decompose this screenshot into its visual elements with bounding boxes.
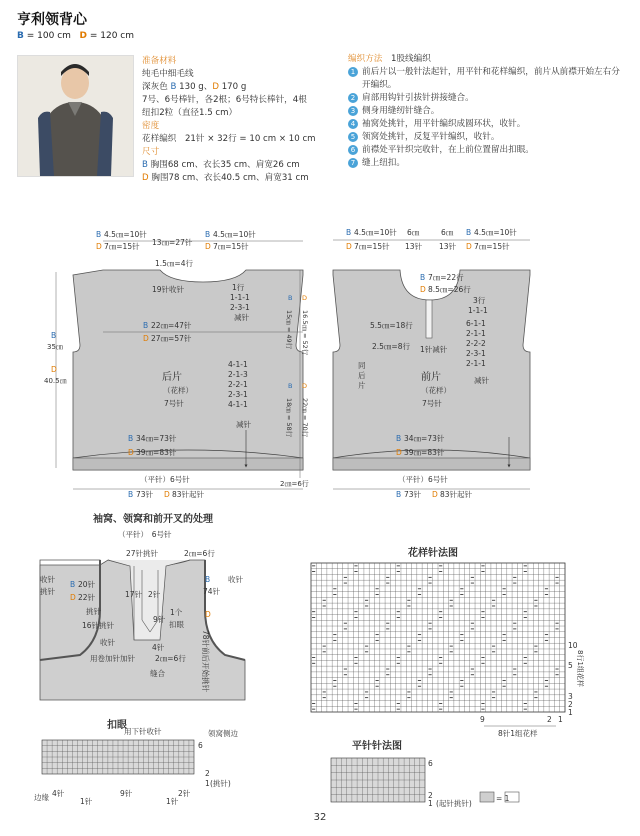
- bh-bottom-0: 边缘: [34, 793, 49, 802]
- st-start: (起针挑针): [436, 799, 472, 808]
- b-marker: B: [288, 382, 293, 390]
- b-marker: B: [128, 490, 134, 499]
- back-neck-top: 13㎝=27针: [152, 238, 193, 247]
- n9: 9针: [153, 615, 166, 624]
- step-number-icon: 4: [348, 119, 358, 129]
- color-pre: 深灰色: [142, 82, 171, 92]
- page-number: 32: [313, 812, 327, 823]
- chart-rep-st: 8针1组花样: [498, 729, 538, 738]
- step-text: 侧身用缝纫针缝合。: [362, 106, 440, 116]
- step-text: 前后片以一般针法起针，用平针和花样编织，前片从前襟开始左右分开编织。: [362, 67, 620, 90]
- back-dec-side-1: 2-1-3: [228, 370, 248, 379]
- b-marker: B: [205, 230, 211, 239]
- six-rows2: 2㎝=6行: [155, 654, 186, 663]
- step-number-icon: 5: [348, 132, 358, 142]
- step-number-icon: 7: [348, 158, 358, 168]
- b-marker: B: [396, 490, 402, 499]
- sew: 缝合: [150, 669, 165, 678]
- b-marker: B: [420, 273, 426, 282]
- front-shoulder-r-d: 7㎝=15针: [474, 242, 510, 251]
- back-dec-side-4: 4-1-1: [228, 400, 248, 409]
- back-side-d: 22㎝ = 70行: [301, 398, 309, 438]
- d-marker: D: [432, 490, 438, 499]
- n17: 17针: [125, 590, 143, 599]
- b-marker: B: [205, 575, 211, 584]
- method-heading-rest: 1股线编织: [382, 54, 431, 64]
- front-needle: 7号针: [422, 399, 442, 408]
- back-arm-b: 15㎝ = 49行: [285, 310, 293, 350]
- d-marker: D: [346, 242, 352, 251]
- back-dec-side-3: 2-3-1: [228, 390, 248, 399]
- chart-rep-rows: 8行1组花样: [576, 650, 584, 687]
- d-marker: D: [51, 365, 57, 374]
- b-marker: B: [466, 228, 472, 237]
- armhole-title: 袖窝、领窝和前开叉的处理: [93, 514, 213, 525]
- front-shoulder-r: 4.5㎝=10针: [474, 228, 517, 237]
- back-side-b: 18㎝ = 58行: [285, 398, 293, 438]
- chart-right-num: 2: [547, 715, 552, 724]
- armhole-sub: （平针） 6号针: [118, 530, 172, 539]
- buttons-text: 纽扣2粒（直径1.5 cm）: [142, 108, 238, 118]
- size-b-prefix: B: [142, 160, 148, 170]
- pattern-chart-title: 花样针法图: [408, 548, 458, 559]
- front-bot-b: 34㎝=73针: [404, 434, 445, 443]
- front-dec-neck-5: 2-3-1: [466, 349, 486, 358]
- chart-three: 3: [568, 692, 573, 701]
- n16: 16针挑针: [82, 621, 115, 630]
- size-d-prefix: D: [142, 173, 149, 183]
- d-marker: D: [302, 294, 308, 302]
- b-marker: B: [70, 580, 76, 589]
- d-marker: D: [466, 242, 472, 251]
- neck-pick: 27针挑针: [126, 549, 159, 558]
- front-neck-d: 8.5㎝=26行: [428, 285, 471, 294]
- b-marker: B: [346, 228, 352, 237]
- back-dec-top-1: 1-1-1: [230, 293, 250, 302]
- front-dec-neck-6: 2-1-1: [466, 359, 486, 368]
- front-same-1: 后: [358, 371, 366, 380]
- back-name: 后片: [162, 372, 182, 383]
- bh-bottom-3: 9针: [120, 789, 133, 798]
- back-dec-side-foot2: 减针: [236, 420, 251, 429]
- back-shoulder-r-d: 7㎝=15针: [213, 242, 249, 251]
- d-marker: D: [302, 382, 308, 390]
- back-neck-drop: 1.5㎝=4行: [155, 259, 193, 268]
- b20: 20针: [78, 580, 96, 589]
- back-dec-top-0: 1行: [232, 283, 245, 292]
- front-shoulder-l: 4.5㎝=10针: [354, 228, 397, 237]
- pick-left: 挑针: [40, 587, 55, 596]
- back-shoulder-l: 4.5㎝=10针: [104, 230, 147, 239]
- bind-left: 收针: [40, 575, 55, 584]
- b-marker: B: [51, 331, 57, 340]
- chart-ten: 10: [568, 641, 578, 650]
- bh-one: 1: [205, 779, 210, 788]
- n2: 2针: [148, 590, 161, 599]
- front-pattern: （花样）: [421, 386, 451, 395]
- d-marker: D: [143, 334, 149, 343]
- buttonhole-chart: [42, 740, 194, 774]
- front-neck-l2: 13针: [405, 242, 423, 251]
- size-b-label: B: [17, 31, 24, 41]
- chart-two: 2: [568, 700, 573, 709]
- back-piece: [73, 270, 303, 470]
- step-number-icon: 6: [348, 145, 358, 155]
- d-marker: D: [70, 593, 76, 602]
- front-dec-neck-1: 1-1-1: [468, 306, 488, 315]
- back-pattern: （花样）: [163, 386, 193, 395]
- step-number-icon: 3: [348, 106, 358, 116]
- back-dec-top-2: 2-3-1: [230, 303, 250, 312]
- method-heading: 编织方法: [348, 54, 383, 64]
- step-text: 袖窝处挑针，用平针编织成圆环状，收针。: [362, 119, 526, 129]
- btn: 1个: [170, 608, 183, 617]
- roll: 用卷加针加针: [90, 654, 135, 663]
- st-two: 2: [428, 791, 433, 800]
- front-placket2: 2.5㎝=8行: [372, 342, 410, 351]
- front-name: 前片: [421, 372, 441, 383]
- st-six: 6: [428, 759, 433, 768]
- chart-five: 5: [568, 661, 573, 670]
- back-arm-d: 16.5㎝ = 52行: [301, 310, 309, 356]
- back-bind: 19针收针: [152, 285, 185, 294]
- materials-heading: 准备材料: [142, 56, 177, 66]
- bind-center: 收针: [100, 638, 115, 647]
- stockinette-chart: [331, 758, 425, 802]
- front-neck-r2: 13针: [439, 242, 457, 251]
- back-height-d: 40.5㎝: [44, 377, 67, 385]
- back-shoulder-r: 4.5㎝=10针: [213, 230, 256, 239]
- back-dec-top-3: 减针: [234, 313, 249, 322]
- back-dec-side-0: 4-1-1: [228, 360, 248, 369]
- d-marker: D: [164, 490, 170, 499]
- d-marker: D: [420, 285, 426, 294]
- front-hem: （平针）6号针: [398, 475, 448, 484]
- gauge-heading: 密度: [142, 121, 160, 131]
- bh-six: 6: [198, 741, 203, 750]
- b-marker: B: [128, 434, 134, 443]
- d-marker: D: [96, 242, 102, 251]
- buttonhole-right-note: 领窝侧边: [208, 729, 238, 738]
- back-hem: （平针）6号针: [140, 475, 190, 484]
- back-dec-side-2: 2-2-1: [228, 380, 248, 389]
- needles-text: 7号、6号棒针，各2根；6号特长棒针，4根: [142, 95, 307, 105]
- bh-pick: (挑针): [210, 779, 231, 788]
- gauge-text: 花样编织 21针 × 32行 = 10 cm × 10 cm: [142, 134, 316, 144]
- d22: 22针: [78, 593, 96, 602]
- back-hem-h: 2㎝=6行: [280, 480, 309, 488]
- page-title: 亨利领背心: [17, 12, 87, 28]
- front-dec-neck-0: 3行: [473, 296, 486, 305]
- step-text: 前襟处平针织完收针，在上前位置留出扣眼。: [362, 145, 534, 155]
- chart-one-r: 1: [568, 708, 573, 717]
- d78: 78针前后开始挑针: [201, 630, 210, 693]
- back-mid-b: 22㎝=47针: [151, 321, 192, 330]
- step-text: 肩部用钩针引拔针拼接缝合。: [362, 93, 474, 103]
- front-same-2: 片: [358, 381, 366, 390]
- size-heading: 尺寸: [142, 147, 160, 157]
- front-dec-neck-2: 6-1-1: [466, 319, 486, 328]
- front-neck-l: 6㎝: [407, 228, 420, 237]
- pick: 挑针: [86, 607, 101, 616]
- b-marker: B: [288, 294, 293, 302]
- bind-right: 收针: [228, 575, 243, 584]
- step-text: 缝上纽扣。: [362, 158, 405, 168]
- size-b-value: = 100 cm: [26, 31, 71, 41]
- color-d: D: [212, 82, 219, 92]
- back-shoulder-l-d: 7㎝=15针: [104, 242, 140, 251]
- color-d-val: 170 g: [218, 82, 247, 92]
- back-needle: 7号针: [164, 399, 184, 408]
- front-placket: 5.5㎝=18行: [370, 321, 413, 330]
- pattern-chart: [311, 563, 565, 712]
- front-same-0: 同: [358, 361, 366, 370]
- b-marker: B: [143, 321, 149, 330]
- six-rows: 2㎝=6行: [184, 549, 215, 558]
- front-cast-d: 83针起针: [440, 490, 473, 499]
- back-cast-b: 73针: [136, 490, 154, 499]
- bh-two: 2: [205, 769, 210, 778]
- back-bot-d: 39㎝=83针: [136, 448, 177, 457]
- front-neck-r: 6㎝: [441, 228, 454, 237]
- d-marker: D: [396, 448, 402, 457]
- b-marker: B: [96, 230, 102, 239]
- bh-bottom-4: 1针: [166, 797, 179, 806]
- front-shoulder-l-d: 7㎝=15针: [354, 242, 390, 251]
- front-dec-neck-4: 2-2-2: [466, 339, 486, 348]
- back-cast-d: 83针起针: [172, 490, 205, 499]
- n4: 4针: [152, 643, 165, 652]
- front-cast-b: 73针: [404, 490, 422, 499]
- front-neck-b: 7㎝=22行: [428, 273, 464, 282]
- bh-bottom-1: 4针: [52, 789, 65, 798]
- b74: 74针: [203, 587, 221, 596]
- bh-bottom-2: 1针: [80, 797, 93, 806]
- color-b-val: 130 g、: [176, 82, 213, 92]
- d-marker: D: [128, 448, 134, 457]
- step-number-icon: 1: [348, 67, 358, 77]
- step-number-icon: 2: [348, 93, 358, 103]
- front-dec-neck-foot: 减针: [474, 376, 489, 385]
- bh-bottom-5: 2针: [178, 789, 191, 798]
- color-b: B: [170, 82, 177, 92]
- stockinette-title: 平针针法图: [352, 741, 402, 752]
- buttonhole-top-note: 用下针收针: [124, 727, 162, 736]
- d-marker: D: [205, 242, 211, 251]
- size-d-value: = 120 cm: [89, 31, 135, 41]
- b-marker: B: [396, 434, 402, 443]
- front-dec-neck-3: 2-1-1: [466, 329, 486, 338]
- back-bot-b: 34㎝=73针: [136, 434, 177, 443]
- front-placket3: 1针减针: [420, 345, 448, 354]
- st-legend: = 1: [496, 794, 510, 803]
- st-one: 1: [428, 799, 433, 808]
- size-d-text: 胸围78 cm、衣长40.5 cm、肩宽31 cm: [148, 173, 309, 183]
- back-mid-d: 27㎝=57针: [151, 334, 192, 343]
- size-b-text: 胸围68 cm、衣长35 cm、肩宽26 cm: [147, 160, 300, 170]
- buttonhole-title: 扣眼: [107, 720, 127, 731]
- btn2: 扣眼: [169, 620, 184, 629]
- chart-left-num: 9: [480, 715, 485, 724]
- d-marker: D: [205, 610, 211, 619]
- size-d-label: D: [79, 31, 87, 41]
- front-bot-d: 39㎝=83针: [404, 448, 445, 457]
- yarn-text: 纯毛中细毛线: [142, 69, 194, 79]
- stitch-symbol-blank: [480, 792, 494, 802]
- step-text: 领窝处挑针，反复平针编织，收针。: [362, 132, 500, 142]
- back-height-b: 35㎝: [47, 343, 63, 351]
- chart-one: 1: [558, 715, 563, 724]
